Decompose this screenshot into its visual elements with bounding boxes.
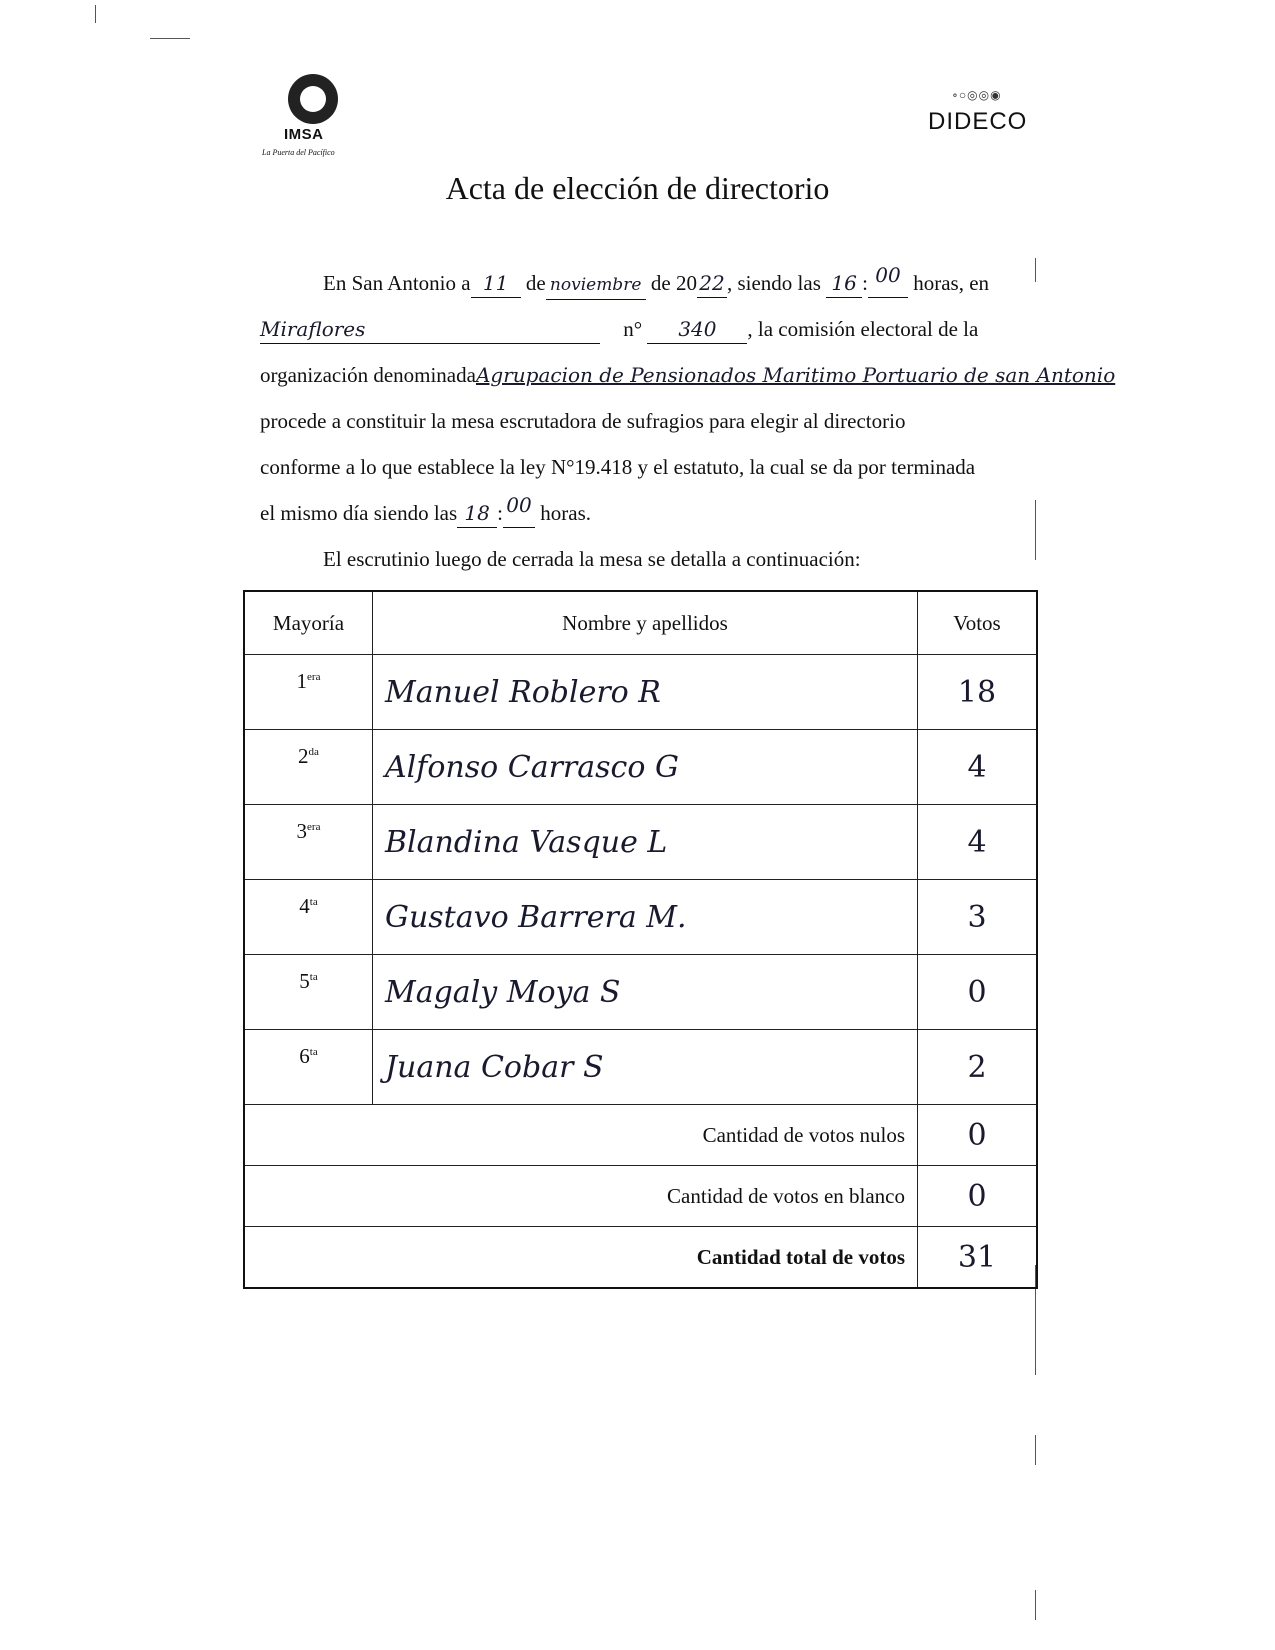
start-hour-field: [826, 269, 862, 298]
scan-mark: [1035, 1435, 1036, 1465]
rank-suffix: ta: [309, 1046, 318, 1058]
rank-cell: [244, 730, 373, 805]
header-name: Nombre y apellidos: [373, 591, 918, 655]
rank-cell: [244, 955, 373, 1030]
null-votes-value: 0: [967, 1117, 987, 1153]
paragraph-line-1: [323, 260, 989, 306]
votes-cell: [918, 655, 1038, 730]
tally-table: [243, 590, 1038, 1289]
text: horas.: [540, 501, 591, 525]
month-value: noviembre: [549, 275, 642, 295]
rank-suffix: da: [308, 746, 319, 758]
candidate-name: Magaly Moya S: [385, 974, 621, 1010]
candidate-name: Manuel Roblero R: [385, 674, 661, 710]
text: organización denominada: [260, 363, 476, 387]
name-cell: [373, 955, 918, 1030]
paragraph-line-2: [260, 306, 978, 352]
scan-mark: [1035, 1590, 1036, 1620]
text: , la comisión electoral de la: [747, 317, 979, 341]
null-votes-label: Cantidad de votos nulos: [244, 1105, 918, 1166]
candidate-name: Gustavo Barrera M.: [385, 899, 687, 935]
blank-votes-row: [244, 1166, 1037, 1227]
paragraph-line-6: [260, 490, 591, 536]
scan-mark: [95, 5, 96, 23]
candidate-votes: 4: [967, 749, 987, 785]
paragraph-line-4: procede a constituir la mesa escrutadora de sufragios para elegir al directorio: [260, 409, 906, 433]
imsa-logo: [262, 70, 362, 162]
votes-cell: [918, 1030, 1038, 1105]
total-votes-value: 31: [957, 1239, 997, 1275]
text: n°: [623, 317, 643, 341]
text: :: [862, 271, 868, 295]
blank-votes-value: 0: [967, 1178, 987, 1214]
rank-cell: [244, 655, 373, 730]
rank-number: 3: [296, 819, 308, 843]
rank-number: 1: [296, 669, 308, 693]
rank-suffix: ta: [309, 971, 318, 983]
total-votes-label: Cantidad total de votos: [244, 1227, 918, 1289]
total-votes-cell: [918, 1227, 1038, 1289]
year-field: [697, 269, 727, 298]
end-min-value: 00: [506, 493, 532, 517]
rank-number: 5: [299, 969, 310, 993]
end-hour-value: 18: [464, 501, 490, 525]
imsa-logo-name: IMSA: [284, 126, 324, 143]
candidate-votes: 4: [967, 824, 987, 860]
name-cell: [373, 730, 918, 805]
scan-mark: [1035, 258, 1036, 282]
candidate-name: Blandina Vasque L: [385, 824, 668, 860]
votes-cell: [918, 730, 1038, 805]
rank-suffix: era: [307, 821, 321, 833]
start-min-value: 00: [875, 263, 901, 287]
name-cell: [373, 1030, 918, 1105]
text: el mismo día siendo las: [260, 501, 458, 525]
paragraph-line-5: conforme a lo que establece la ley N°19.418 y el estatuto, la cual se da por terminada: [260, 455, 976, 479]
blank-votes-label: Cantidad de votos en blanco: [244, 1166, 918, 1227]
document-title: Acta de elección de directorio: [445, 170, 830, 206]
text: En San Antonio a: [323, 271, 471, 295]
org-name-value: Agrupacion de Pensionados Maritimo Portuario de san Antonio: [475, 363, 1116, 387]
candidate-votes: 3: [967, 899, 987, 935]
name-cell: [373, 655, 918, 730]
candidate-name: Alfonso Carrasco G: [385, 749, 679, 785]
dideco-logo: [922, 88, 1032, 158]
votes-cell: [918, 955, 1038, 1030]
scan-mark: [150, 38, 190, 39]
paragraph-line-7: El escrutinio luego de cerrada la mesa se detalla a continuación:: [323, 547, 861, 571]
year-value: 22: [699, 271, 725, 295]
text: de: [525, 271, 546, 295]
number-field: [647, 315, 747, 344]
table-row: [244, 1030, 1037, 1105]
end-min-field: [503, 491, 535, 528]
table-header-row: [244, 591, 1037, 655]
name-cell: [373, 880, 918, 955]
text: :: [497, 501, 503, 525]
text: horas, en: [913, 271, 990, 295]
total-votes-row: [244, 1227, 1037, 1289]
dideco-logo-name: DIDECO: [928, 108, 1028, 135]
rank-number: 6: [299, 1044, 310, 1068]
end-hour-field: [457, 499, 497, 528]
text: de 20: [650, 271, 697, 295]
month-field: [546, 269, 646, 300]
header-votes: Votos: [918, 591, 1038, 655]
day-value: 11: [482, 271, 509, 295]
table-row: [244, 655, 1037, 730]
paragraph-line-3: [260, 352, 1115, 398]
candidate-votes: 2: [967, 1049, 987, 1085]
imsa-logo-tagline: La Puerta del Pacífico: [262, 148, 335, 157]
street-field: [260, 315, 600, 344]
table-row: [244, 880, 1037, 955]
start-hour-value: 16: [831, 271, 857, 295]
table-row: [244, 805, 1037, 880]
table-row: [244, 730, 1037, 805]
rank-cell: [244, 1030, 373, 1105]
rank-cell: [244, 805, 373, 880]
name-cell: [373, 805, 918, 880]
rank-number: 4: [299, 894, 310, 918]
candidate-name: Juana Cobar S: [385, 1049, 604, 1085]
number-value: 340: [678, 317, 717, 341]
rank-suffix: ta: [309, 896, 318, 908]
votes-cell: [918, 805, 1038, 880]
candidate-votes: 0: [967, 974, 987, 1010]
table-row: [244, 955, 1037, 1030]
votes-cell: [918, 880, 1038, 955]
imsa-emblem-icon: [288, 74, 338, 124]
null-votes-row: [244, 1105, 1037, 1166]
null-votes-cell: [918, 1105, 1038, 1166]
street-value: Miraflores: [260, 317, 366, 341]
day-field: [471, 269, 521, 298]
candidate-votes: 18: [957, 674, 997, 710]
text: , siendo las: [726, 271, 821, 295]
blank-votes-cell: [918, 1166, 1038, 1227]
start-min-field: [868, 261, 908, 298]
scan-mark: [1035, 500, 1036, 560]
header-rank: Mayoría: [244, 591, 373, 655]
dideco-dots-icon: ∘○◎◎◉: [952, 88, 1002, 102]
rank-cell: [244, 880, 373, 955]
rank-suffix: era: [307, 671, 321, 683]
rank-number: 2: [298, 744, 309, 768]
